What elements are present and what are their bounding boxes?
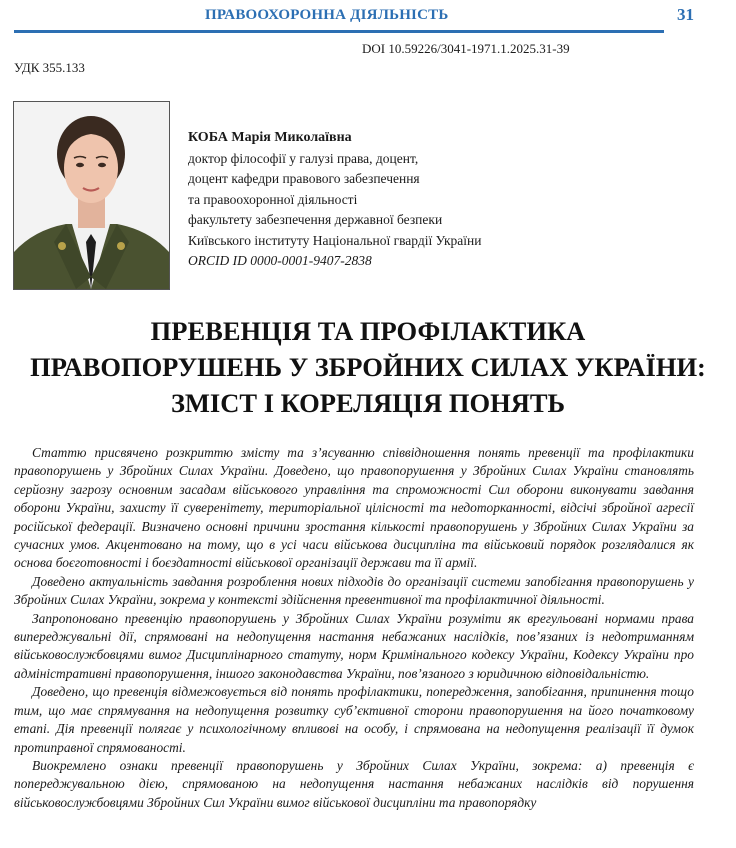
author-photo [13, 101, 170, 290]
header-divider [14, 30, 664, 33]
title-line: ПРАВОПОРУШЕНЬ У ЗБРОЙНИХ СИЛАХ УКРАЇНИ: [30, 352, 706, 382]
page-number: 31 [677, 5, 694, 24]
abstract-paragraph: Статтю присвячено розкриттю змісту та з’ясуванню співвідношення понять превенції та профілактики правопорушень у Збройних Силах України. Доведено, що правопорушення у Збройних Силах України становлять серйозну загрозу основним засадам військового управління та спроможності Сил оборони виконувати завдання оборони України, захисту її суверенітету, територіальної цілісності та недоторканності, відсічі збройної агресії російської федерації. Визначено основні причини зростання кількості правопорушень у Збройних Силах України за сучасних умов. Акцентовано на тому, що в усі часи військова дисципліна та військовий порядок розглядалися як основа боєготовності і боєздатності військової організації держави та її армії. [14, 445, 694, 571]
author-institution: Київського інституту Національної гвардії України [188, 232, 482, 248]
author-name: КОБА Марія Миколаївна [188, 130, 352, 145]
abstract-paragraph: Доведено актуальність завдання розроблення нових підходів до організації системи запобігання правопорушень у Збройних Силах України, зокрема у контексті здійснення превентивної та профілактичної діяльності. [14, 573, 694, 608]
title-line: ПРЕВЕНЦІЯ ТА ПРОФІЛАКТИКА [150, 316, 586, 346]
doi[interactable]: DOI 10.59226/3041-1971.1.2025.31-39 [362, 41, 570, 56]
author-orcid[interactable]: ORCID ID 0000-0001-9407-2838 [188, 253, 372, 268]
title-line: ЗМІСТ І КОРЕЛЯЦІЯ ПОНЯТЬ [170, 388, 566, 418]
abstract-paragraph: Виокремлено ознаки превенції правопорушень у Збройних Силах України, зокрема: а) превенція є попереджувальною дією, спрямованою на недопущення настання небажаних наслідків від порушення військовослужбовцями Збройних Сил України вимог військової дисципліни та правопорядку [14, 757, 694, 810]
author-degree: доктор філософії у галузі права, доцент, [188, 150, 419, 166]
article-title [0, 313, 736, 421]
author-block [188, 128, 482, 272]
journal-section-title: ПРАВООХОРОННА ДІЯЛЬНІСТЬ [205, 7, 449, 23]
author-position: доцент кафедри правового забезпечення [188, 171, 420, 186]
author-department: та правоохоронної діяльності [188, 191, 358, 207]
udk-code: УДК 355.133 [14, 60, 85, 75]
author-faculty: факультету забезпечення державної безпеки [188, 212, 443, 227]
author-portrait-image [14, 102, 169, 289]
abstract-paragraph: Доведено, що превенція відмежовується від понять профілактики, попередження, запобігання, припинення тощо тим, що має спрямування на недопущення розвитку суб’єктивної сторони правопорушення на його початковому етапі. Дія превенції полягає у психологічному впливові на особу, і спрямована на недопущення реалізації її думок протиправної спрямованості. [14, 684, 694, 755]
abstract [14, 444, 694, 812]
abstract-paragraph: Запропоновано превенцію правопорушень у Збройних Силах України розуміти як врегульовані нормами права випереджувальні дії, спрямовані на недопущення настання небажаних наслідків, пов’язаних із недотриманням військовослужбовцями вимог Дисциплінарного статуту, норм Кримінального кодексу України, Кодексу України про адміністративні правопорушення, іншого законодавства України, пов’язаного з юридичною відповідальністю. [14, 610, 694, 681]
